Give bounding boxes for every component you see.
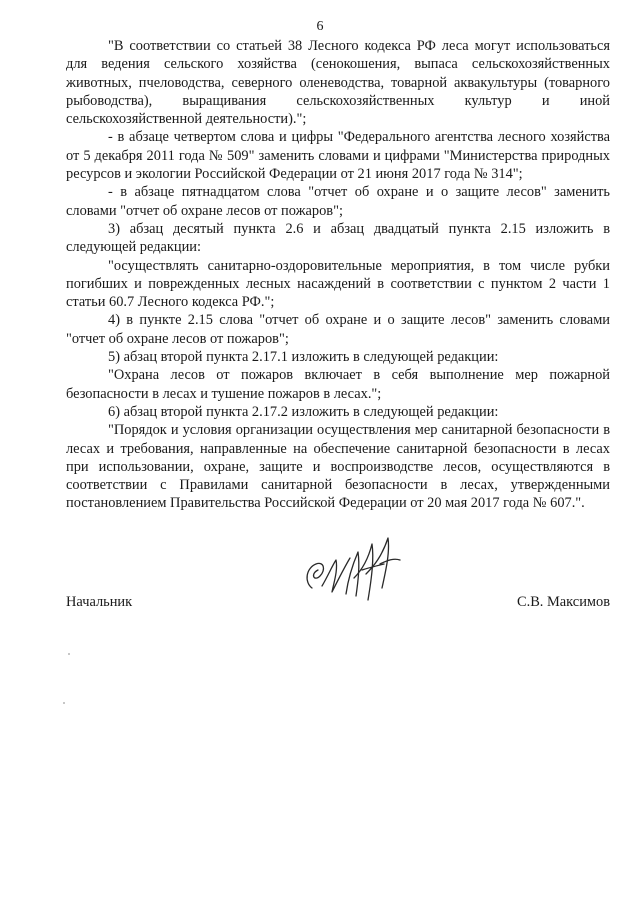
signature-stroke bbox=[366, 538, 389, 588]
signer-title: Начальник bbox=[66, 594, 133, 610]
paragraph-item-4: 4) в пункте 2.15 слова "отчет об охране и о защите лесов" заменить словами "отчет об охране лесов от пожаров"; bbox=[66, 312, 610, 347]
scan-artifact-dot bbox=[68, 653, 70, 655]
paragraph-item-6-quote: "Порядок и условия организации осуществления мер санитарной безопасности в лесах и требования, направленные на обеспечение санитарной безопасности в лесах при использовании, охране, защите и воспроизводстве лесов, осуществляются в соответствии с Правилами санитарной безопасности в лесах, утвержденными постановлением Правительства Российской Федерации от 20 мая 2017 года № 607.". bbox=[66, 422, 610, 512]
paragraph-abzac-15: - в абзаце пятнадцатом слова "отчет об охране и о защите лесов" заменить словами "отчет об охране лесов от пожаров"; bbox=[66, 184, 610, 219]
page-number: 6 bbox=[316, 19, 324, 34]
paragraph-item-3-quote: "осуществлять санитарно-оздоровительные мероприятия, в том числе рубки погибших и поврежденных лесных насаждений в соответствии с пунктом 2 части 1 статьи 60.7 Лесного кодекса РФ."; bbox=[66, 257, 610, 311]
signature-stroke bbox=[362, 564, 384, 570]
document-body bbox=[66, 37, 610, 513]
signature-stroke bbox=[307, 563, 323, 588]
signer-name: С.В. Максимов bbox=[517, 594, 610, 610]
paragraph-abzac-4: - в абзаце четвертом слова и цифры "Федерального агентства лесного хозяйства от 5 декабря 2011 года № 509" заменить словами и цифрами "Министерства природных ресурсов и экологии Российской Федерации от 21 июня 2017 года № 314"; bbox=[66, 129, 610, 183]
scan-artifact-dot bbox=[63, 702, 65, 704]
paragraph-item-5-quote: "Охрана лесов от пожаров включает в себя выполнение мер пожарной безопасности в лесах и тушение пожаров в лесах."; bbox=[66, 367, 610, 402]
paragraph-article-38-quote: "В соответствии со статьей 38 Лесного кодекса РФ леса могут использоваться для ведения сельского хозяйства (сенокошения, выпаса сельскохозяйственных животных, пчеловодства, северного оленеводства, товарной аквакультуры (товарного рыбоводства), выращивания сельскохозяйственных культур и иной сельскохозяйственной деятельности)."; bbox=[66, 38, 610, 128]
paragraph-item-3: 3) абзац десятый пункта 2.6 и абзац двадцатый пункта 2.15 изложить в следующей редакции: bbox=[66, 220, 610, 256]
paragraph-item-6: 6) абзац второй пункта 2.17.2 изложить в следующей редакции: bbox=[108, 403, 499, 420]
signature-stroke bbox=[322, 558, 350, 592]
signature-block bbox=[66, 593, 610, 613]
paragraph-item-5: 5) абзац второй пункта 2.17.1 изложить в следующей редакции: bbox=[108, 349, 499, 366]
signature-stroke bbox=[380, 559, 400, 564]
